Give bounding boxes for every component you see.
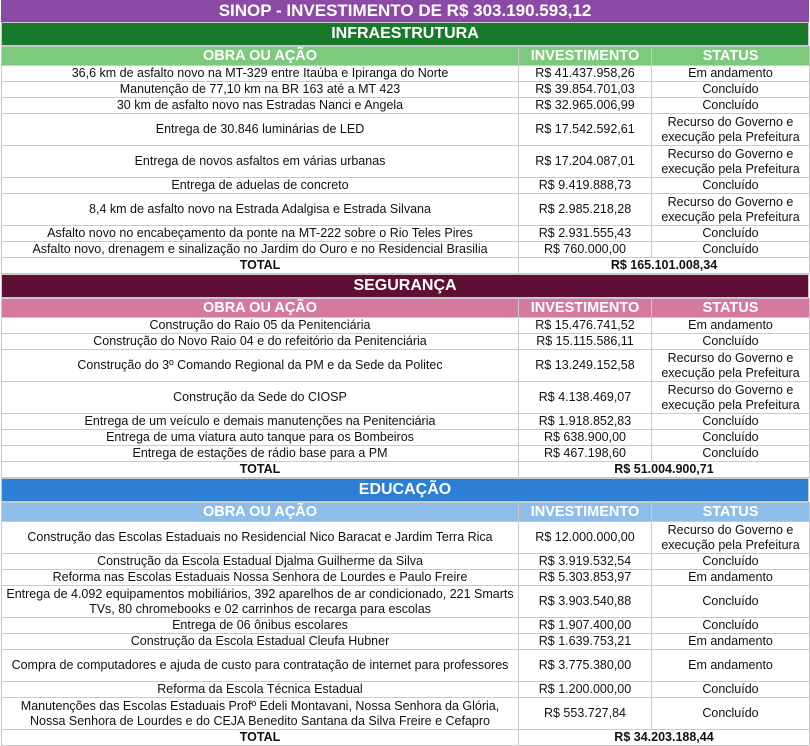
table-header [2,47,810,66]
table-row [2,318,810,334]
cell-obra: Entrega de estações de rádio base para a PM [2,446,519,462]
header-obra: OBRA OU AÇÃO [2,47,519,66]
cell-obra: Entrega de 4.092 equipamentos mobiliários, 392 aparelhos de ar condicionado, 221 Smarts TVs, 80 chromebooks e 02 carrinhos de recarga para escolas [2,586,519,618]
cell-obra: Manutenções das Escolas Estaduais Profº Edeli Montavani, Nossa Senhora da Glória, Nossa Senhora de Lourdes e do CEJA Benedito Santana da Silva Freire e Cefapro [2,698,519,730]
page-title: SINOP - INVESTIMENTO DE R$ 303.190.593,12 [1,0,809,22]
table-row [2,146,810,178]
cell-status: Concluído [652,178,810,194]
cell-investimento: R$ 39.854.701,03 [519,82,652,98]
cell-status: Concluído [652,82,810,98]
section-title: EDUCAÇÃO [1,478,809,502]
table-header [2,503,810,522]
header-obra: OBRA OU AÇÃO [2,503,519,522]
cell-obra: Construção do Raio 05 da Penitenciária [2,318,519,334]
header-investimento: INVESTIMENTO [519,299,652,318]
cell-status: Em andamento [652,650,810,682]
cell-investimento: R$ 638.900,00 [519,430,652,446]
cell-investimento: R$ 5.303.853,97 [519,570,652,586]
cell-obra: Entrega de 06 ônibus escolares [2,618,519,634]
cell-investimento: R$ 17.204.087,01 [519,146,652,178]
cell-obra: Construção do Novo Raio 04 e do refeitório da Penitenciária [2,334,519,350]
table-header [2,299,810,318]
cell-investimento: R$ 12.000.000,00 [519,522,652,554]
cell-status: Concluído [652,334,810,350]
cell-obra: Entrega de um veículo e demais manutenções na Penitenciária [2,414,519,430]
cell-investimento: R$ 9.419.888,73 [519,178,652,194]
header-status: STATUS [652,299,810,318]
cell-status: Recurso do Governo e execução pela Prefeitura [652,522,810,554]
cell-status: Recurso do Governo e execução pela Prefeitura [652,350,810,382]
cell-obra: Construção das Escolas Estaduais no Residencial Nico Baracat e Jardim Terra Rica [2,522,519,554]
cell-investimento: R$ 41.437.958,26 [519,66,652,82]
table-row [2,586,810,618]
cell-investimento: R$ 32.965.006,99 [519,98,652,114]
cell-obra: Entrega de uma viatura auto tanque para os Bombeiros [2,430,519,446]
cell-status: Concluído [652,554,810,570]
table-row [2,242,810,258]
cell-status: Concluído [652,618,810,634]
cell-investimento: R$ 1.639.753,21 [519,634,652,650]
table-row [2,522,810,554]
cell-status: Concluído [652,430,810,446]
table-row [2,350,810,382]
cell-status: Em andamento [652,634,810,650]
cell-investimento: R$ 760.000,00 [519,242,652,258]
table-row [2,98,810,114]
cell-obra: 36,6 km de asfalto novo na MT-329 entre Itaúba e Ipiranga do Norte [2,66,519,82]
cell-investimento: R$ 1.200.000,00 [519,682,652,698]
cell-status: Recurso do Governo e execução pela Prefeitura [652,146,810,178]
cell-obra: Compra de computadores e ajuda de custo para contratação de internet para professores [2,650,519,682]
table-row [2,334,810,350]
cell-obra: Manutenção de 77,10 km na BR 163 até a MT 423 [2,82,519,98]
total-row [2,258,810,274]
cell-obra: Reforma nas Escolas Estaduais Nossa Senhora de Lourdes e Paulo Freire [2,570,519,586]
section-infraestrutura [1,22,809,274]
cell-status: Concluído [652,98,810,114]
cell-status: Concluído [652,242,810,258]
cell-obra: 8,4 km de asfalto novo na Estrada Adalgisa e Estrada Silvana [2,194,519,226]
table-row [2,570,810,586]
cell-obra: Construção do 3º Comando Regional da PM e da Sede da Politec [2,350,519,382]
cell-investimento: R$ 1.907.400,00 [519,618,652,634]
cell-investimento: R$ 1.918.852,83 [519,414,652,430]
table-row [2,554,810,570]
table-row [2,414,810,430]
section-table [1,298,810,478]
total-value: R$ 165.101.008,34 [519,258,810,274]
cell-investimento: R$ 467.198,60 [519,446,652,462]
cell-status: Concluído [652,586,810,618]
cell-status: Recurso do Governo e execução pela Prefeitura [652,114,810,146]
cell-status: Em andamento [652,318,810,334]
cell-obra: 30 km de asfalto novo nas Estradas Nanci e Angela [2,98,519,114]
cell-investimento: R$ 17.542.592,61 [519,114,652,146]
cell-status: Recurso do Governo e execução pela Prefeitura [652,382,810,414]
cell-obra: Asfalto novo no encabeçamento da ponte na MT-222 sobre o Rio Teles Pires [2,226,519,242]
header-status: STATUS [652,47,810,66]
section-seguranca [1,274,809,478]
table-row [2,682,810,698]
cell-obra: Reforma da Escola Técnica Estadual [2,682,519,698]
table-row [2,114,810,146]
section-table [1,46,810,274]
cell-obra: Construção da Escola Estadual Djalma Guilherme da Silva [2,554,519,570]
total-value: R$ 51.004.900,71 [519,462,810,478]
total-label: TOTAL [2,258,519,274]
table-row [2,66,810,82]
section-educacao [1,478,809,746]
total-row [2,730,810,746]
table-row [2,650,810,682]
section-table [1,502,810,746]
cell-status: Concluído [652,226,810,242]
cell-status: Concluído [652,446,810,462]
cell-obra: Entrega de aduelas de concreto [2,178,519,194]
total-value: R$ 34.203.188,44 [519,730,810,746]
table-row [2,178,810,194]
cell-status: Concluído [652,414,810,430]
cell-investimento: R$ 3.775.380,00 [519,650,652,682]
cell-investimento: R$ 15.115.586,11 [519,334,652,350]
table-row [2,382,810,414]
cell-investimento: R$ 2.931.555,43 [519,226,652,242]
total-label: TOTAL [2,730,519,746]
cell-status: Concluído [652,682,810,698]
cell-status: Em andamento [652,66,810,82]
table-row [2,634,810,650]
table-row [2,618,810,634]
table-row [2,446,810,462]
cell-investimento: R$ 2.985.218,28 [519,194,652,226]
total-row [2,462,810,478]
total-label: TOTAL [2,462,519,478]
table-row [2,430,810,446]
header-status: STATUS [652,503,810,522]
cell-investimento: R$ 3.903.540,88 [519,586,652,618]
cell-status: Concluído [652,698,810,730]
cell-investimento: R$ 4.138.469,07 [519,382,652,414]
table-row [2,82,810,98]
header-investimento: INVESTIMENTO [519,47,652,66]
cell-obra: Entrega de 30.846 luminárias de LED [2,114,519,146]
cell-investimento: R$ 15.476.741,52 [519,318,652,334]
cell-status: Recurso do Governo e execução pela Prefeitura [652,194,810,226]
cell-investimento: R$ 3.919.532,54 [519,554,652,570]
cell-obra: Construção da Escola Estadual Cleufa Hubner [2,634,519,650]
section-title: SEGURANÇA [1,274,809,298]
header-investimento: INVESTIMENTO [519,503,652,522]
cell-investimento: R$ 553.727,84 [519,698,652,730]
cell-obra: Entrega de novos asfaltos em várias urbanas [2,146,519,178]
cell-obra: Asfalto novo, drenagem e sinalização no Jardim do Ouro e no Residencial Brasilia [2,242,519,258]
section-title: INFRAESTRUTURA [1,22,809,46]
table-row [2,226,810,242]
cell-obra: Construção da Sede do CIOSP [2,382,519,414]
cell-investimento: R$ 13.249.152,58 [519,350,652,382]
header-obra: OBRA OU AÇÃO [2,299,519,318]
cell-status: Em andamento [652,570,810,586]
table-row [2,698,810,730]
table-row [2,194,810,226]
